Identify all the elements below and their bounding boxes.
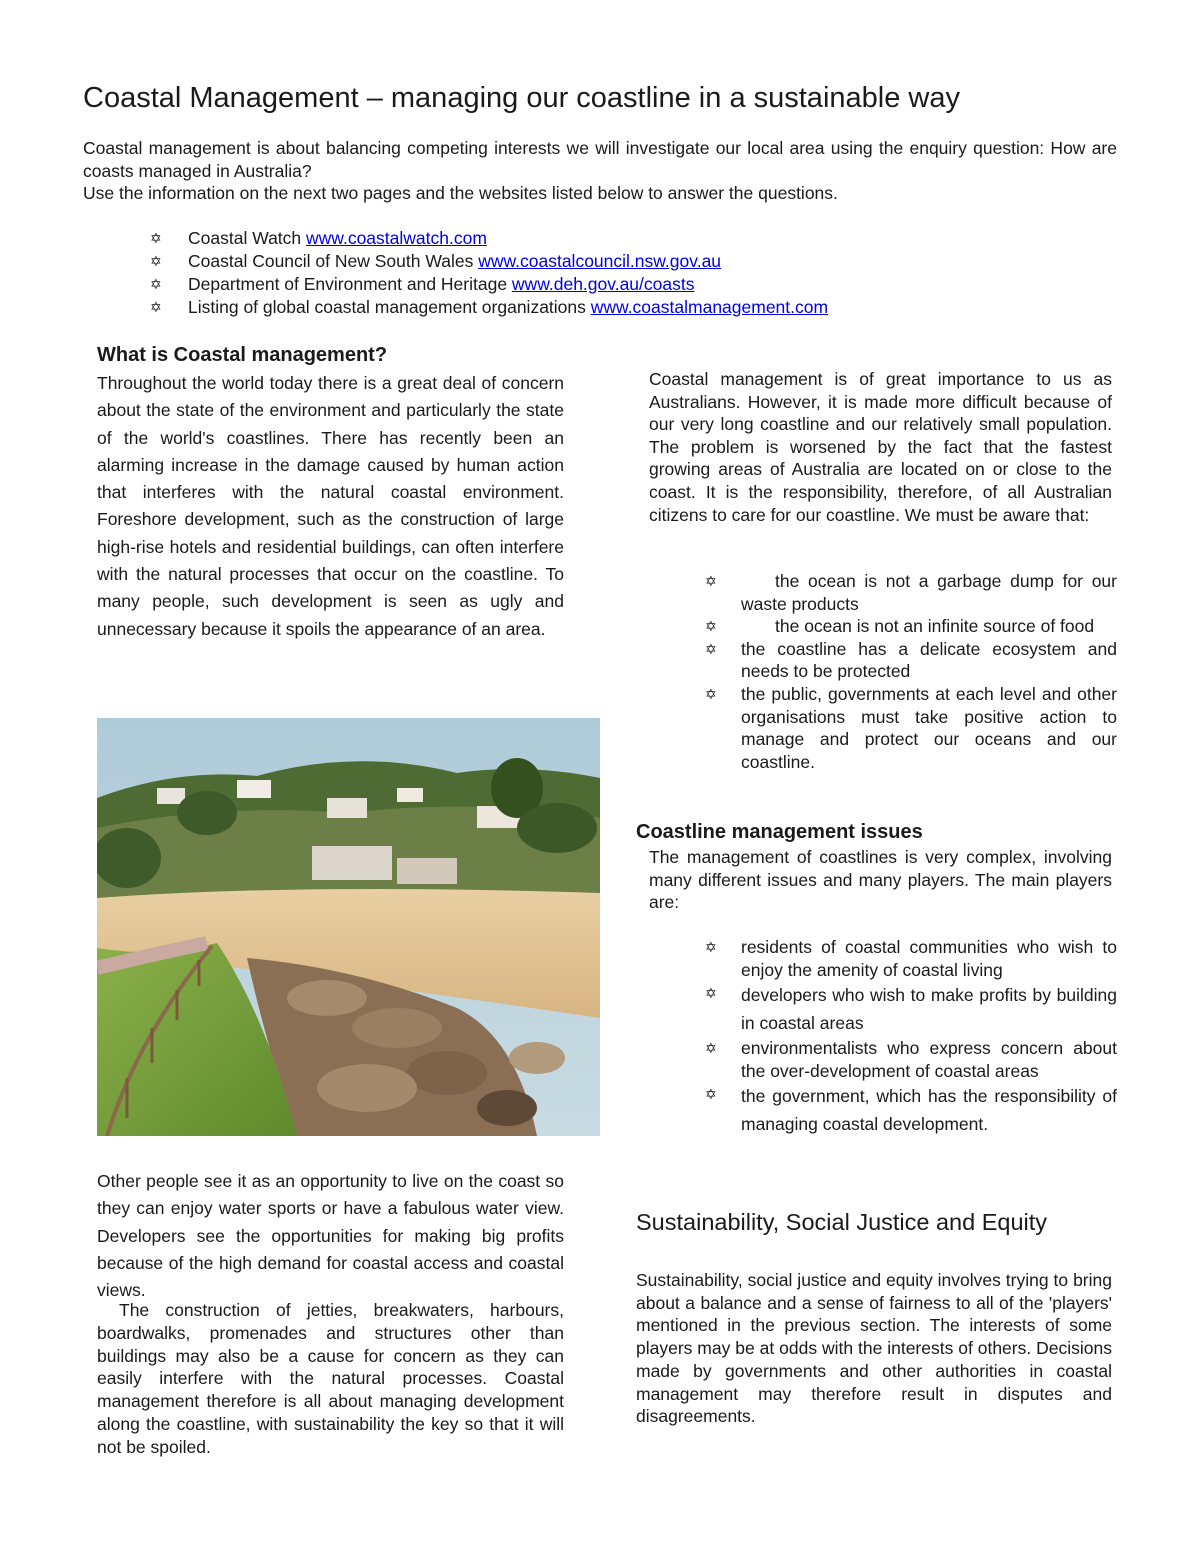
paragraph-issues: The management of coastlines is very complex, involving many different issues and many players. The main players are: [649, 847, 1112, 913]
star-bullet-icon: ✡ [150, 253, 162, 269]
paragraph-sustainability: Sustainability, social justice and equity involves trying to bring about a balance and a sense of fairness to all of the 'players' mentioned in the previous section. The interests of some players may be at odds with the interests of others. Decisions made by governments and other authorities in coastal management may therefore result in disputes and disagreements. [636, 1270, 1112, 1427]
star-bullet-icon: ✡ [705, 985, 717, 1001]
star-bullet-icon: ✡ [705, 640, 717, 657]
list-item [150, 250, 1050, 273]
aware-list [705, 570, 1117, 773]
list-item [705, 570, 1117, 615]
star-bullet-icon: ✡ [705, 573, 717, 589]
section-heading-sustainability: Sustainability, Social Justice and Equity [636, 1209, 1048, 1235]
list-item [150, 227, 1050, 250]
list-item [705, 1037, 1117, 1083]
paragraph-opportunity: Other people see it as an opportunity to live on the coast so they can enjoy water sports or have a fabulous water view. Developers see the opportunities for making big profits because of the high demand for coastal access and coastal views. [97, 1171, 564, 1301]
star-bullet-icon: ✡ [150, 230, 162, 246]
list-item [705, 936, 1117, 982]
star-bullet-icon: ✡ [705, 1040, 717, 1056]
list-item [705, 638, 1117, 683]
list-item-text: the ocean is not an infinite source of food [775, 616, 1095, 637]
section-heading-issues: Coastline management issues [636, 821, 923, 843]
document-title: Coastal Management – managing our coastline in a sustainable way [83, 82, 960, 114]
list-item-text: the ocean is not a garbage dump for our waste products [741, 571, 1117, 614]
link-coastalcouncil[interactable]: www.coastalcouncil.nsw.gov.au [478, 251, 722, 271]
link-coastalwatch[interactable]: www.coastalwatch.com [306, 228, 487, 248]
list-item-text: the government, which has the responsibility of managing coastal development. [741, 1086, 1117, 1134]
link-label: Coastal Watch [188, 228, 307, 248]
list-item [705, 982, 1117, 1037]
star-bullet-icon: ✡ [705, 1086, 717, 1102]
link-label: Coastal Council of New South Wales [188, 251, 479, 271]
star-bullet-icon: ✡ [705, 939, 717, 955]
list-item [705, 1083, 1117, 1138]
intro-paragraph: Coastal management is about balancing competing interests we will investigate our local area using the enquiry question: How are coasts managed in Australia? [83, 138, 1117, 181]
list-item-text: residents of coastal communities who wish to enjoy the amenity of coastal living [741, 937, 1117, 980]
coastline-photo [97, 718, 600, 1136]
list-item [705, 615, 1117, 638]
link-deh[interactable]: www.deh.gov.au/coasts [511, 274, 695, 294]
section-heading-what-is: What is Coastal management? [97, 344, 388, 366]
list-item [705, 683, 1117, 773]
list-item [150, 296, 1050, 319]
list-item-text: developers who wish to make profits by building in coastal areas [741, 985, 1117, 1033]
intro-section [83, 137, 1117, 205]
link-coastalmanagement[interactable]: www.coastalmanagement.com [590, 297, 829, 317]
list-item-text: the public, governments at each level and other organisations must take positive action to manage and protect our oceans and our coastline. [741, 683, 1117, 772]
star-bullet-icon: ✡ [705, 685, 717, 702]
list-item-text: the coastline has a delicate ecosystem and needs to be protected [741, 638, 1117, 682]
star-bullet-icon: ✡ [150, 299, 162, 315]
link-label: Department of Environment and Heritage [188, 274, 512, 294]
star-bullet-icon: ✡ [150, 276, 162, 292]
players-list [705, 936, 1117, 1138]
list-item-text: environmentalists who express concern about the over-development of coastal areas [741, 1038, 1117, 1081]
link-label: Listing of global coastal management organizations [188, 297, 591, 317]
intro-instructions: Use the information on the next two pages and the websites listed below to answer the questions. [83, 183, 838, 203]
paragraph-construction: The construction of jetties, breakwaters, harbours, boardwalks, promenades and structures other than buildings may also be a cause for concern as they can easily interfere with the natural processes. Coastal management therefore is all about managing development along the coastline, with sustainability the key so that it will not be spoiled. [97, 1300, 564, 1457]
website-list [150, 227, 1050, 319]
star-bullet-icon: ✡ [705, 618, 717, 635]
paragraph-importance: Coastal management is of great importance to us as Australians. However, it is made more difficult because of our very long coastline and our relatively small population. The problem is worsened by the fact that the fastest growing areas of Australia are located on or close to the coast. It is the responsibility, therefore, of all Australian citizens to care for our coastline. We must be aware that: [649, 369, 1112, 525]
paragraph-what-is: Throughout the world today there is a great deal of concern about the state of the environment and particularly the state of the world's coastlines. There has recently been an alarming increase in the damage caused by human action that interferes with the natural coastal environment. Foreshore development, such as the construction of large high-rise hotels and residential buildings, can often interfere with the natural processes that occur on the coastline. To many people, such development is seen as ugly and unnecessary because it spoils the appearance of an area. [97, 373, 564, 639]
list-item [150, 273, 1050, 296]
